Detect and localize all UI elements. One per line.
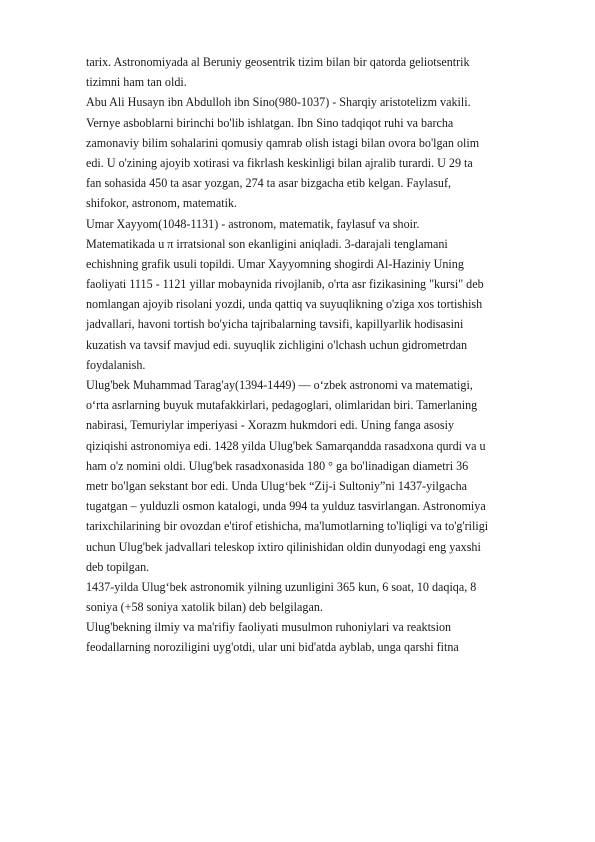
text-line: uchun Ulug'bek jadvallari teleskop ixtiro qilinishidan oldin dunyodagi eng yaxshi [86, 539, 481, 554]
text-line: ham o'z nomini oldi. Ulug'bek rasadxonasida 180 ° ga bo'linadigan diametri 36 [86, 458, 469, 473]
text-line: shifokor, astronom, matematik. [86, 196, 237, 211]
text-line: Matematikada u π irratsional son ekanligini aniqladi. 3-darajali tenglamani [86, 236, 448, 251]
text-line: kuzatish va tavsif mavjud edi. suyuqlik zichligini o'lchash uchun gidrometrdan [86, 337, 468, 352]
text-line: 1437-yilda Ulugʻbek astronomik yilning uzunligini 365 kun, 6 soat, 10 daqiqa, 8 [86, 579, 477, 594]
text-line: jadvallari, havoni tortish bo'yicha tajribalarning tavsifi, kapillyarlik hodisasini [86, 317, 464, 332]
text-line: oʻrta asrlarning buyuk mutafakkirlari, pedagoglari, olimlaridan biri. Tamerlaning [86, 398, 478, 413]
text-line: foydalanish. [86, 357, 146, 372]
text-line: deb topilgan. [86, 559, 150, 574]
text-line: feodallarning noroziligini uyg'otdi, ular uni bid'atda ayblab, unga qarshi fitna [86, 640, 459, 655]
text-line: tarix. Astronomiyada al Beruniy geosentrik tizim bilan bir qatorda geliotsentrik [86, 55, 470, 69]
text-line: tugatgan – yulduzli osmon katalogi, unda 994 ta yulduz tasvirlangan. Astronomiya [86, 499, 486, 514]
text-line: tizimni ham tan oldi. [86, 75, 187, 90]
text-line: edi. U o'zining ajoyib xotirasi va fikrlash keskinligi bilan ajralib turardi. U 29 ta [86, 155, 473, 170]
text-line: Abu Ali Husayn ibn Abdulloh ibn Sino(980-1037) - Sharqiy aristotelizm vakili. [86, 95, 471, 110]
text-line: nomlangan ajoyib risolani yozdi, unda qattiq va suyuqlikning o'ziga xos tortishish [86, 297, 483, 312]
text-line: Vernye asboblarni birinchi bo'lib ishlatgan. Ibn Sino tadqiqot ruhi va barcha [86, 115, 454, 130]
text-line: zamonaviy bilim sohalarini qomusiy qamrab olish istagi bilan ovora bo'lgan olim [86, 135, 480, 150]
text-line: fan sohasida 450 ta asar yozgan, 274 ta asar bizgacha etib kelgan. Faylasuf, [86, 176, 452, 191]
text-line: qiziqishi astronomiya edi. 1428 yilda Ulug'bek Samarqandda rasadxona qurdi va u [86, 438, 486, 453]
text-line: Ulug'bekning ilmiy va ma'rifiy faoliyati musulmon ruhoniylari va reaktsion [86, 620, 452, 635]
text-line: soniya (+58 soniya xatolik bilan) deb belgilagan. [86, 600, 323, 615]
text-line: faoliyati 1115 - 1121 yillar mobaynida rivojlanib, o'rta asr fizikasining "kursi" deb [86, 277, 484, 292]
text-line: metr bo'lgan sekstant bor edi. Unda Ulugʻbek “Zij-i Sultoniy”ni 1437-yilgacha [86, 478, 468, 493]
text-line: echishning grafik usuli topildi. Umar Xayyomning shogirdi Al-Haziniy Uning [86, 256, 464, 271]
text-line: nabirasi, Temuriylar imperiyasi - Xorazm hukmdori edi. Uning fanga asosiy [86, 418, 455, 433]
text-line: Umar Xayyom(1048-1131) - astronom, matematik, faylasuf va shoir. [86, 216, 420, 231]
text-line: Ulug'bek Muhammad Tarag'ay(1394-1449) — oʻzbek astronomi va matematigi, [86, 378, 473, 392]
body-text [86, 52, 556, 658]
text-line: tarixchilarining bir ovozdan e'tirof etishicha, ma'lumotlarning to'liqligi va to'g'riligi [86, 519, 489, 534]
